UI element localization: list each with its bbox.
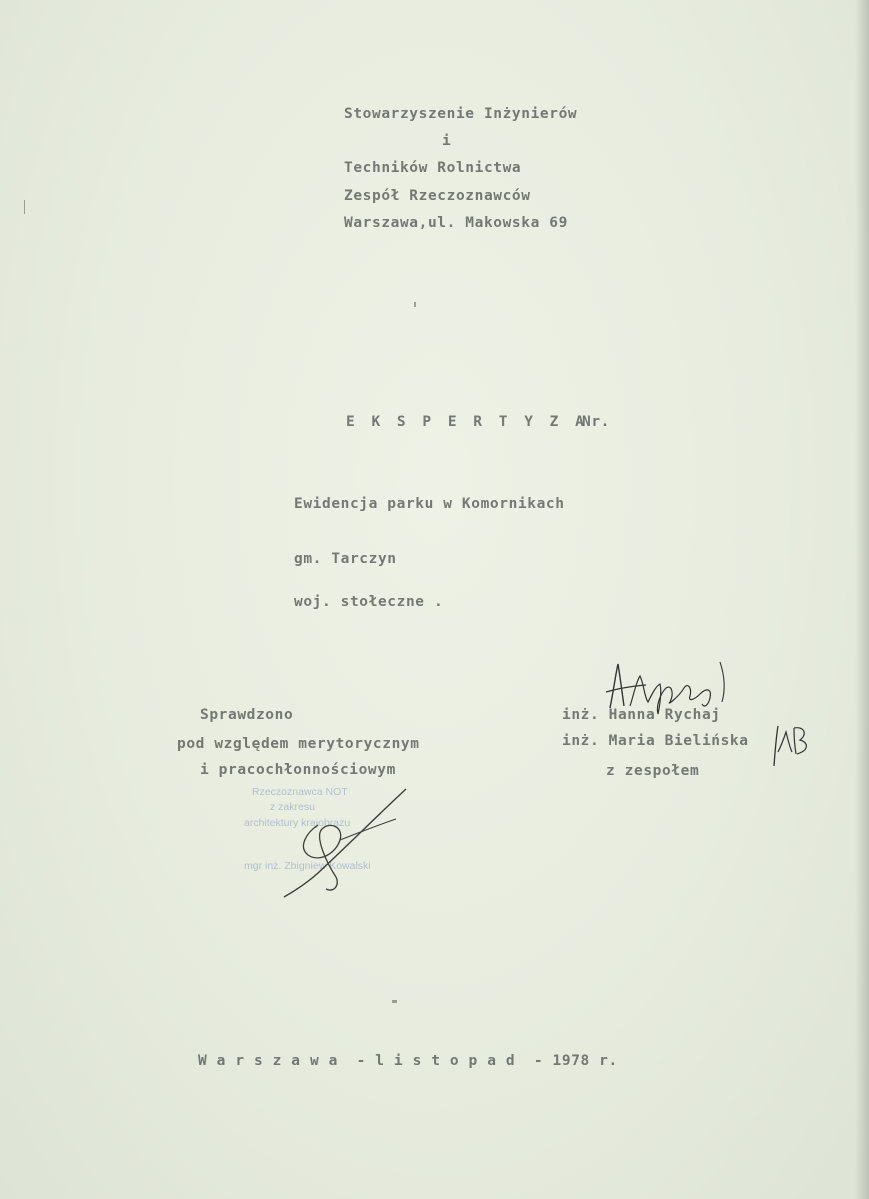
- stamp-line-signatory: mgr inż. Zbigniew Kowalski: [244, 860, 371, 872]
- document-number-label: Nr.: [582, 414, 610, 430]
- header-line-association: Stowarzyszenie Inżynierów: [344, 106, 578, 122]
- bielinska-initials: [770, 718, 812, 770]
- stamp-line-field: architektury krajobrazu: [244, 817, 351, 829]
- header-line-experts-team: Zespół Rzeczoznawców: [344, 188, 531, 204]
- header-line-technicians: Techników Rolnictwa: [344, 160, 522, 176]
- rychaj-signature: [600, 658, 740, 720]
- subject-line-park: Ewidencja parku w Komornikach: [294, 496, 565, 512]
- verification-line-checked: Sprawdzono: [200, 707, 294, 723]
- subject-line-commune: gm. Tarczyn: [294, 551, 397, 567]
- author-line-rychaj: inż. Hanna Rychaj: [562, 707, 721, 723]
- page-edge-shadow: [855, 0, 869, 1199]
- stray-mark: [414, 302, 416, 307]
- footer-place-date: W a r s z a w a - l i s t o p a d - 1978 r.: [198, 1053, 618, 1069]
- margin-mark: [24, 200, 25, 214]
- subject-line-voivodeship: woj. stołeczne .: [294, 594, 444, 610]
- document-title: E K S P E R T Y Z A: [346, 414, 588, 430]
- verification-line-substantive: pod względem merytorycznym: [177, 736, 420, 752]
- header-line-address: Warszawa,ul. Makowska 69: [344, 215, 568, 231]
- verification-line-labor: i pracochłonnościowym: [200, 762, 396, 778]
- header-line-conjunction: i: [442, 133, 452, 149]
- stamp-line-expert: Rzeczoznawca NOT: [252, 786, 348, 798]
- stamp-line-scope: z zakresu: [270, 801, 315, 813]
- verifier-signature: [278, 785, 418, 900]
- author-line-bielinska: inż. Maria Bielińska: [562, 733, 749, 749]
- stray-mark: [392, 1000, 397, 1003]
- author-line-team: z zespołem: [606, 763, 700, 779]
